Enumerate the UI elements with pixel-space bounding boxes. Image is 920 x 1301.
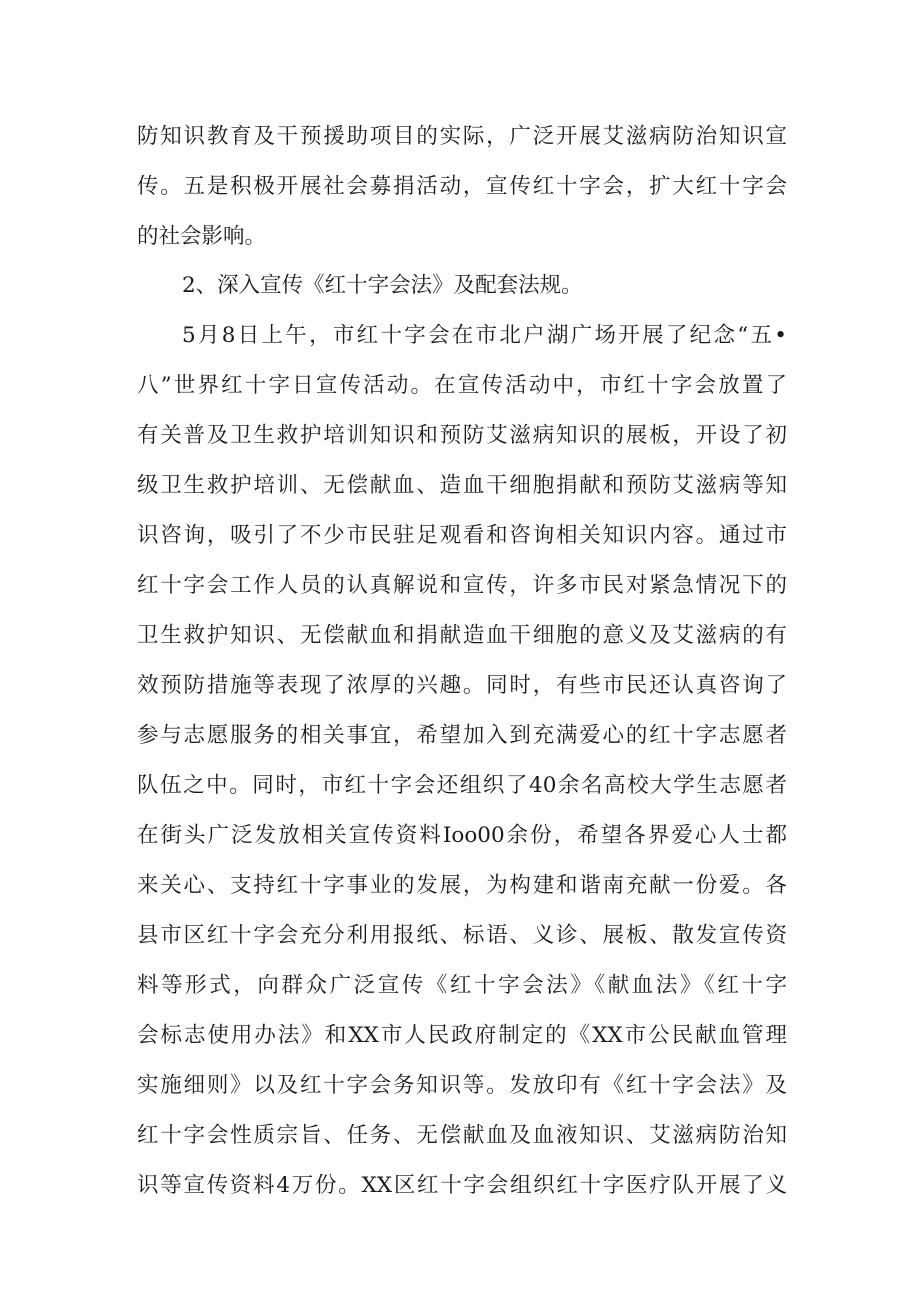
text-line: 在街头广泛发放相关宣传资料Ioo00余份，希望各界爱心人士都 [137, 823, 787, 848]
text-line: 参与志愿服务的相关事宜，希望加入到充满爱心的红十字志愿者 [137, 723, 787, 748]
text-line: 八”世界红十字日宣传活动。在宣传活动中，市红十字会放置了 [137, 373, 787, 398]
text-line: 5月8日上午，市红十字会在市北户湖广场开展了纪念“五• [182, 323, 787, 348]
text-line: 防知识教育及干预援助项目的实际，广泛开展艾滋病防治知识宣 [137, 124, 787, 149]
text-line: 效预防措施等表现了浓厚的兴趣。同时，有些市民还认真咨询了 [137, 673, 787, 698]
text-line: 料等形式，向群众广泛宣传《红十字会法》《献血法》《红十字 [137, 973, 787, 998]
text-line: 实施细则》以及红十字会务知识等。发放印有《红十字会法》及 [137, 1073, 787, 1098]
text-line: 识等宣传资料4万份。XX区红十字会组织红十字医疗队开展了义 [137, 1173, 787, 1198]
text-line: 传。五是积极开展社会募捐活动，宣传红十字会，扩大红十字会 [137, 174, 787, 199]
text-line: 县市区红十字会充分利用报纸、标语、义诊、展板、散发宣传资 [137, 923, 787, 948]
text-line: 来关心、支持红十字事业的发展，为构建和谐南充献一份爱。各 [137, 873, 787, 898]
text-line: 红十字会工作人员的认真解说和宣传，许多市民对紧急情况下的 [137, 573, 787, 598]
text-line: 卫生救护知识、无偿献血和捐献造血干细胞的意义及艾滋病的有 [137, 623, 787, 648]
text-line: 级卫生救护培训、无偿献血、造血干细胞捐献和预防艾滋病等知 [137, 473, 787, 498]
text-line: 红十字会性质宗旨、任务、无偿献血及血液知识、艾滋病防治知 [137, 1123, 787, 1148]
text-line: 会标志使用办法》和XX市人民政府制定的《XX市公民献血管理 [137, 1023, 787, 1048]
section-heading: 2、深入宣传《红十字会法》及配套法规。 [182, 273, 583, 298]
text-line: 有关普及卫生救护培训知识和预防艾滋病知识的展板，开设了初 [137, 423, 787, 448]
text-line: 队伍之中。同时，市红十字会还组织了40余名高校大学生志愿者 [137, 773, 787, 798]
text-line: 识咨询，吸引了不少市民驻足观看和咨询相关知识内容。通过市 [137, 523, 787, 548]
text-line: 的社会影响。 [137, 224, 267, 249]
